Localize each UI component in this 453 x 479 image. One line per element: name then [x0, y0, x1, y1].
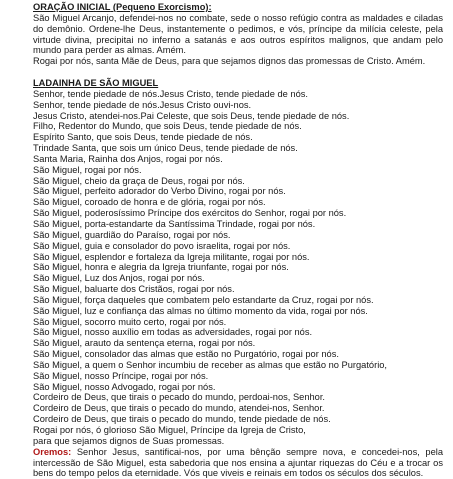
litany-line: São Miguel, a quem o Senhor incumbiu de receber as almas que estão no Purgatório, — [33, 359, 388, 370]
intro-heading — [33, 2, 443, 13]
litany-line: São Miguel, nosso auxílio em todas as adversidades, rogai por nós. — [33, 327, 313, 338]
litany-line: Cordeiro de Deus, que tirais o pecado do mundo, tende piedade de nós. — [33, 414, 331, 425]
litany-line: São Miguel, guia e consolador do povo israelita, rogai por nós. — [33, 240, 291, 251]
oremos-paragraph — [33, 447, 443, 479]
litany-line: Rogai por nós, ó glorioso São Miguel, Príncipe da Igreja de Cristo, — [33, 425, 306, 435]
litany-line: São Miguel, luz e confiança das almas no último momento da vida, rogai por nós. — [33, 305, 368, 316]
litany-line: São Miguel, poderosíssimo Príncipe dos exércitos do Senhor, rogai por nós. — [33, 208, 347, 219]
litany-line: São Miguel, nosso Advogado, rogai por nós. — [33, 381, 216, 392]
intro-heading-title: ORAÇÃO INICIAL — [33, 2, 111, 12]
litany-line: Senhor, tende piedade de nós.Jesus Cristo ouvi-nos. — [33, 99, 252, 110]
litany-line: São Miguel, honra e alegria da Igreja triunfante, rogai por nós. — [33, 262, 289, 273]
litany-line: São Miguel, porta-estandarte da Santíssima Trindade, rogai por nós. — [33, 218, 316, 229]
litany-line: São Miguel, guardião do Paraíso, rogai por nós. — [33, 229, 231, 240]
litany-line: São Miguel, Luz dos Anjos, rogai por nós. — [33, 273, 205, 284]
litany-line: São Miguel, baluarte dos Cristãos, rogai por nós. — [33, 284, 235, 295]
litany-line: São Miguel, perfeito adorador do Verbo Divino, rogai por nós. — [33, 186, 286, 197]
litany-line: Cordeiro de Deus, que tirais o pecado do mundo, perdoai-nos, Senhor. — [33, 392, 326, 403]
litany-line: Cordeiro de Deus, que tirais o pecado do mundo, atendei-nos, Senhor. — [33, 403, 325, 414]
litany-line: Espírito Santo, que sois Deus, tende piedade de nós. — [33, 132, 253, 143]
litany-line: Jesus Cristo, atendei-nos.Pai Celeste, que sois Deus, tende piedade de nós. — [33, 110, 350, 121]
litany-section — [33, 78, 443, 479]
litany-line: São Miguel, rogai por nós. — [33, 164, 142, 175]
oremos-text: Senhor Jesus, santificai-nos, por uma bênção sempre nova, e concedei-nos, pela intercessão de São Miguel, esta sabedoria que nos ensina a ajuntar riquezas do Céu e a trocar os bens do tempo pelos da eternidade. Vós que viveis e reinais em todos os séculos dos séculos. — [33, 446, 443, 479]
litany-line: São Miguel, nosso Príncipe, rogai por nós. — [33, 370, 209, 381]
litany-line: São Miguel, coroado de honra e de glória, rogai por nós. — [33, 197, 266, 208]
litany-line: para que sejamos dignos de Suas promessas. — [33, 435, 225, 446]
intro-closing: Rogai por nós, santa Mãe de Deus, para que sejamos dignos das promessas de Cristo. Amém. — [33, 56, 426, 67]
litany-line: São Miguel, consolador das almas que estão no Purgatório, rogai por nós. — [33, 349, 339, 360]
litany-line: Filho, Redentor do Mundo, que sois Deus, tende piedade de nós. — [33, 121, 302, 132]
litany-line: São Miguel, arauto da sentença eterna, rogai por nós. — [33, 338, 256, 349]
oremos-label: Oremos: — [33, 446, 72, 457]
litany-line: Santa Maria, Rainha dos Anjos, rogai por nós. — [33, 153, 223, 164]
litany-line: São Miguel, esplendor e fortaleza da Igreja militante, rogai por nós. — [33, 251, 310, 262]
litany-line: São Miguel, socorro muito certo, rogai por nós. — [33, 316, 227, 327]
litany-line: Trindade Santa, que sois um único Deus, tende piedade de nós. — [33, 143, 298, 154]
litany-line: São Miguel, cheio da graça de Deus, rogai por nós. — [33, 175, 245, 186]
intro-heading-sub: (Pequeno Exorcismo): — [110, 2, 212, 12]
intro-section — [33, 2, 443, 67]
litany-lines — [33, 89, 443, 447]
intro-paragraph: São Miguel Arcanjo, defendei-nos no combate, sede o nosso refúgio contra as maldades e ciladas do demônio. Ordene-lhe Deus, instantemente o pedimos, e vós, príncipe da milícia celeste, pela virtude divina, precipitai no inferno a satanás e aos outros espíritos malignos, que andam pelo mundo para perder as almas. Amém. — [33, 12, 443, 56]
litany-heading: LADAINHA DE SÃO MIGUEL — [33, 78, 159, 88]
litany-line: São Miguel, força daqueles que combatem pelo estandarte da Cruz, rogai por nós. — [33, 294, 374, 305]
litany-line: Senhor, tende piedade de nós.Jesus Cristo, tende piedade de nós. — [33, 88, 308, 99]
